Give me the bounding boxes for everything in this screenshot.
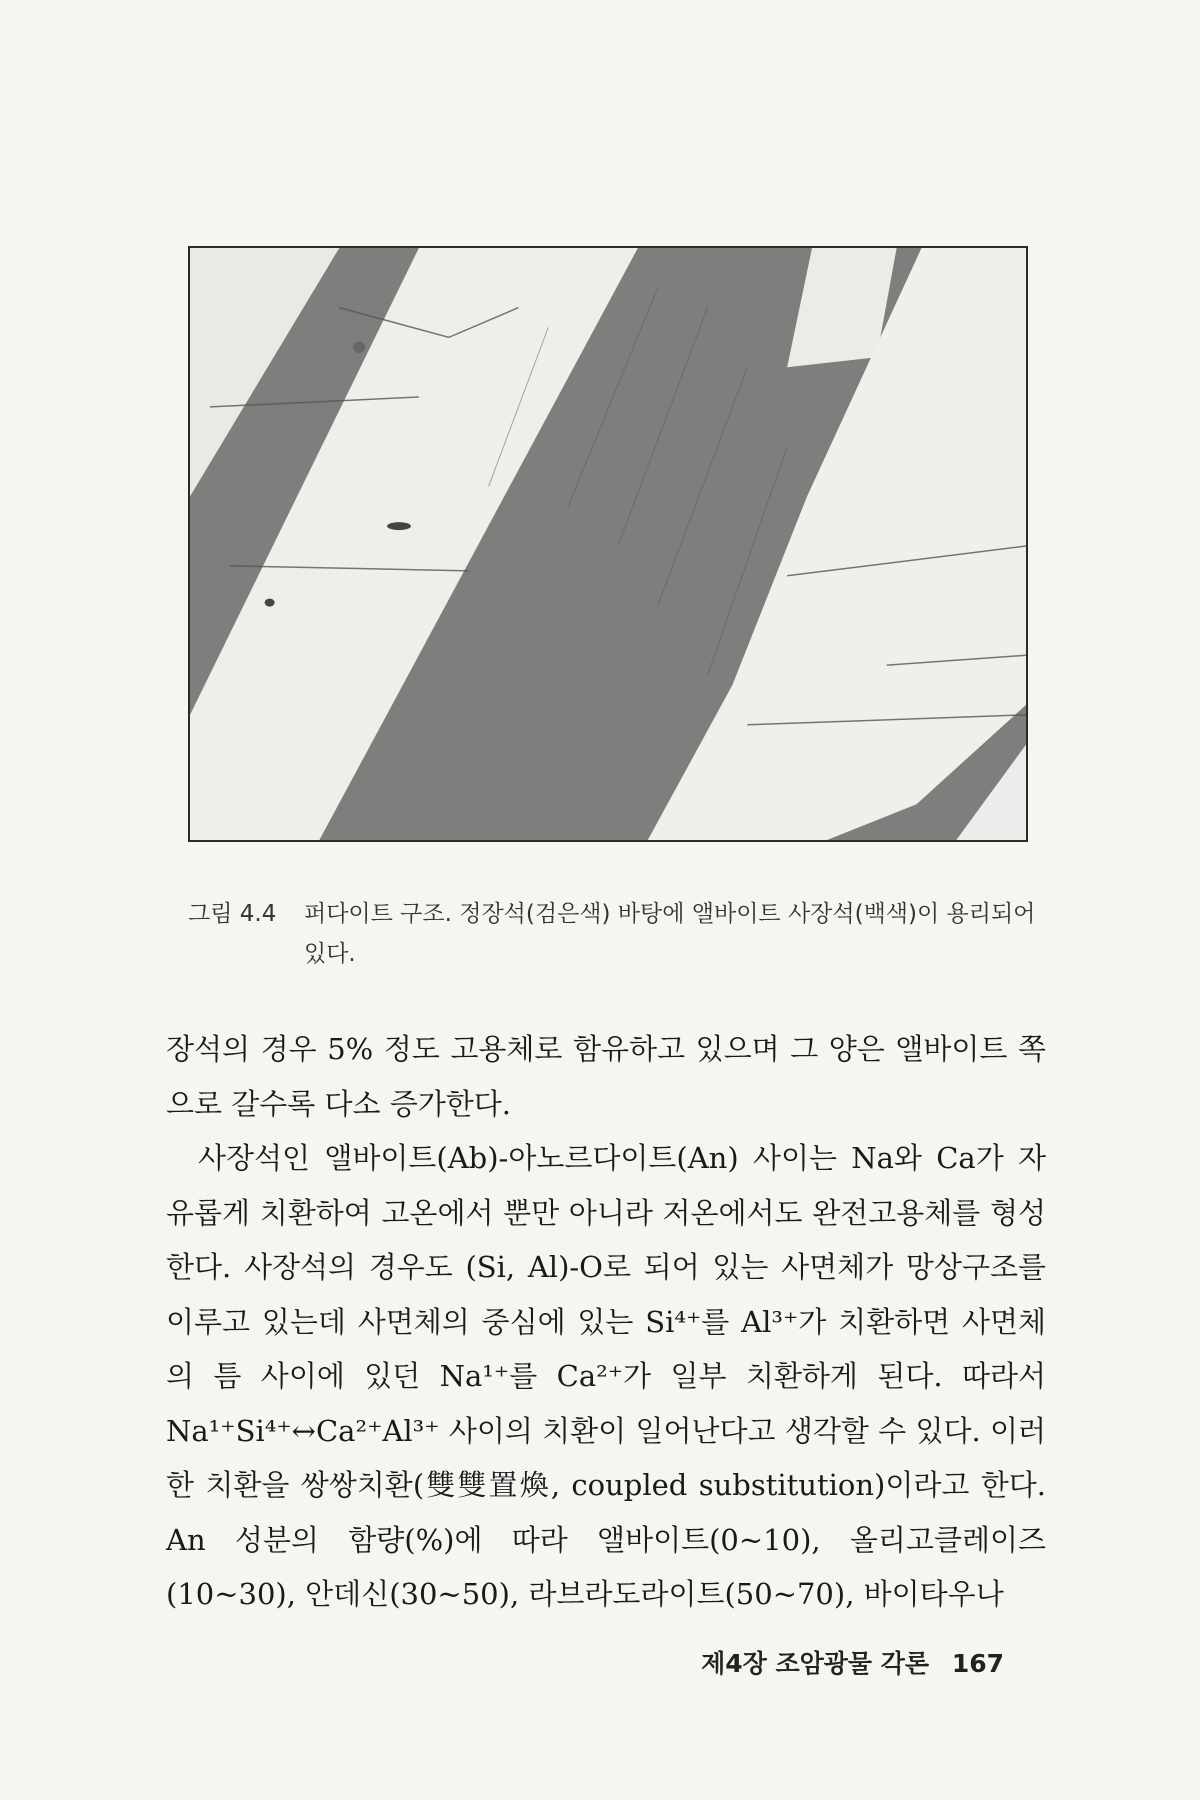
caption-text: 퍼다이트 구조. 정장석(검은색) 바탕에 앨바이트 사장석(백색)이 용리되어 있다. xyxy=(304,901,1036,967)
perthite-micrograph-image xyxy=(188,246,1028,842)
page-number: 167 xyxy=(951,1649,1004,1678)
paragraph-2: 사장석인 앨바이트(Ab)-아노르다이트(An) 사이는 Na와 Ca가 자유롭게 치환하여 고온에서 뿐만 아니라 저온에서도 완전고용체를 형성한다. 사장석의 경우도 (Si, Al)-O로 되어 있는 사면체가 망상구조를 이루고 있는데 사면체의 중심에 있는 Si⁴⁺를 Al³⁺가 치환하면 사면체의 틈 사이에 있던 Na¹⁺를 Ca²⁺가 일부 치환하게 된다. 따라서 Na¹⁺Si⁴⁺↔Ca²⁺Al³⁺ 사이의 치환이 일어난다고 생각할 수 있다. 이러한 치환을 쌍쌍치환(雙雙置煥, coupled substitution)이라고 한다. An 성분의 함량(%)에 따라 앨바이트(0~10), 올리고클레이즈(10~30), 안데신(30~50), 라브라도라이트(50~70), 바이타우나 xyxy=(166,1141,1046,1611)
body-text xyxy=(166,1022,1046,1622)
chapter-title: 제4장 조암광물 각론 xyxy=(701,1649,930,1678)
page-footer xyxy=(701,1644,1004,1680)
paragraph-1: 장석의 경우 5% 정도 고용체로 함유하고 있으며 그 양은 앨바이트 쪽으로 갈수록 다소 증가한다. xyxy=(166,1032,1046,1121)
micrograph-illustration xyxy=(190,248,1026,840)
caption-label: 그림 4.4 xyxy=(188,901,277,927)
